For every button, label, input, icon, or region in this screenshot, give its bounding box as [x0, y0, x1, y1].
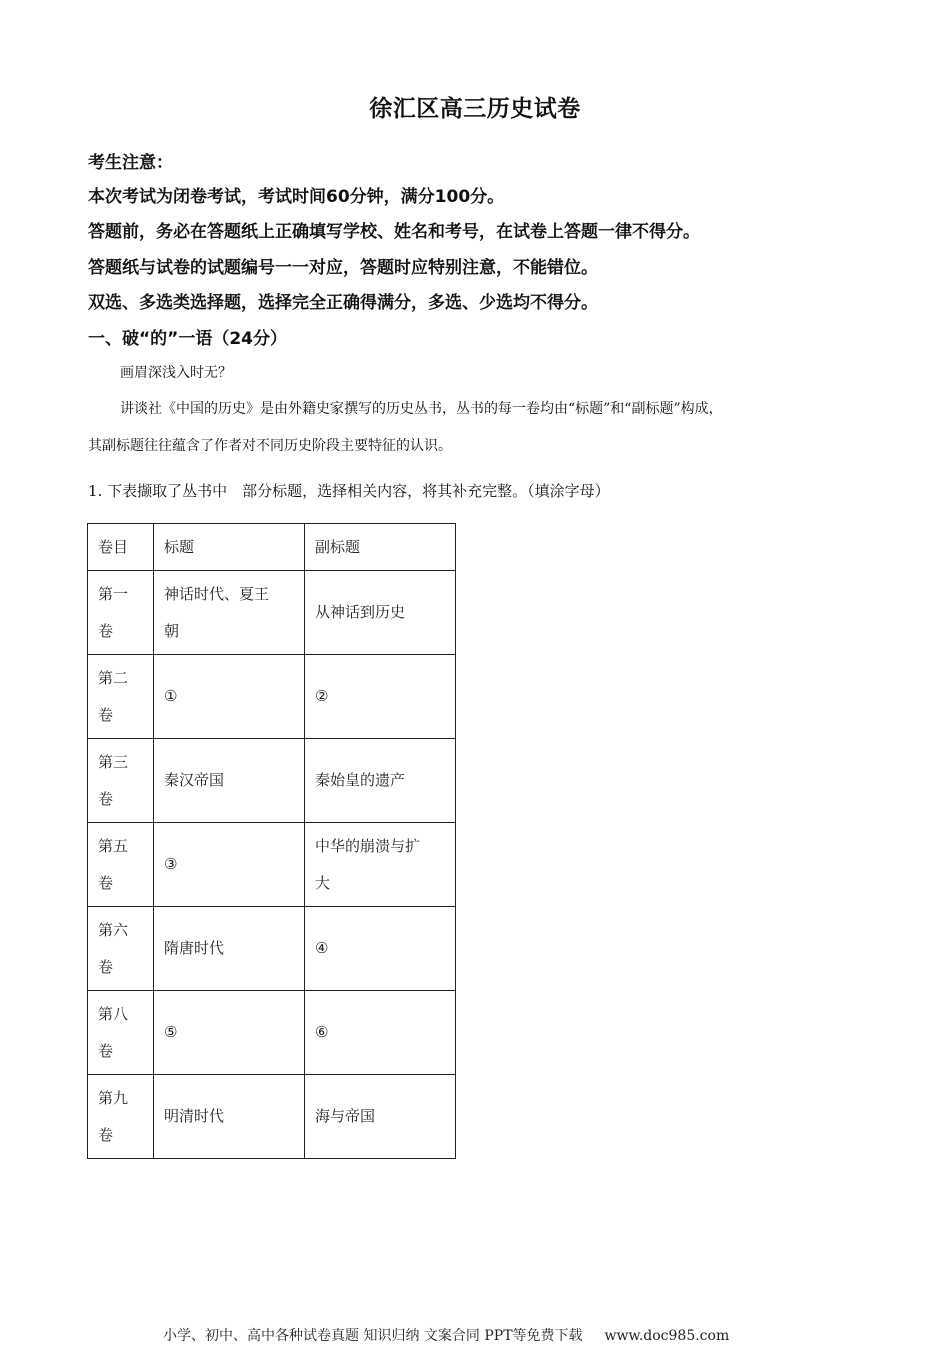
table-row: [88, 571, 456, 655]
title-cell: 明清时代: [154, 1075, 305, 1159]
subtitle-cell: ⑥: [305, 991, 456, 1075]
volume-cell: 第五 卷: [88, 823, 154, 907]
question-text: 1. 下表撷取了丛书中 部分标题，选择相关内容，将其补充完整。（填涂字母）: [88, 482, 610, 500]
volume-cell: 第六 卷: [88, 907, 154, 991]
header-cell: 标题: [154, 524, 305, 571]
subtitle-cell: ②: [305, 655, 456, 739]
title-cell: ⑤: [154, 991, 305, 1075]
footer-text: 小学、初中、高中各种试卷真题 知识归纳 文案合同 PPT等免费下载: [163, 1328, 583, 1344]
passage-line: 讲谈社《中国的历史》是由外籍史家撰写的历史丛书，丛书的每一卷均由“标题”和“副标题”构成，: [120, 401, 723, 417]
table-row: [88, 739, 456, 823]
header-cell: 卷目: [88, 524, 154, 571]
section-heading: 一、破“的”一语（24分）: [88, 329, 288, 349]
volume-cell: 第九 卷: [88, 1075, 154, 1159]
table-row: [88, 655, 456, 739]
passage-line: 其副标题往往蕴含了作者对不同历史阶段主要特征的认识。: [88, 438, 452, 454]
notice-line: 双选、多选类选择题，选择完全正确得满分，多选、少选均不得分。: [88, 293, 598, 313]
table-row: [88, 907, 456, 991]
volume-table: [87, 523, 456, 1159]
subtitle-cell: 秦始皇的遗产: [305, 739, 456, 823]
table-header-row: [88, 524, 456, 571]
title-cell: 隋唐时代: [154, 907, 305, 991]
title-cell: 神话时代、夏王 朝: [154, 571, 305, 655]
volume-cell: 第二 卷: [88, 655, 154, 739]
subtitle-cell: ④: [305, 907, 456, 991]
notice-line: 答题前，务必在答题纸上正确填写学校、姓名和考号，在试卷上答题一律不得分。: [88, 222, 700, 242]
subtitle-cell: 中华的崩溃与扩 大: [305, 823, 456, 907]
notice-line: 本次考试为闭卷考试，考试时间60分钟，满分100分。: [88, 187, 505, 207]
volume-cell: 第八 卷: [88, 991, 154, 1075]
table-row: [88, 823, 456, 907]
title-cell: ①: [154, 655, 305, 739]
subtitle-cell: 海与帝国: [305, 1075, 456, 1159]
table-row: [88, 991, 456, 1075]
title-cell: 秦汉帝国: [154, 739, 305, 823]
header-cell: 副标题: [305, 524, 456, 571]
volume-cell: 第一 卷: [88, 571, 154, 655]
notice-line: 答题纸与试卷的试题编号一一对应，答题时应特别注意，不能错位。: [88, 258, 598, 278]
table-row: [88, 1075, 456, 1159]
volume-cell: 第三 卷: [88, 739, 154, 823]
footer-url[interactable]: www.doc985.com: [604, 1328, 730, 1344]
title-cell: ③: [154, 823, 305, 907]
page-title: 徐汇区高三历史试卷: [369, 96, 581, 122]
page-footer: [163, 1325, 729, 1345]
subtitle-cell: 从神话到历史: [305, 571, 456, 655]
notice-heading: 考生注意：: [88, 153, 173, 173]
passage-line: 画眉深浅入时无？: [120, 365, 232, 381]
